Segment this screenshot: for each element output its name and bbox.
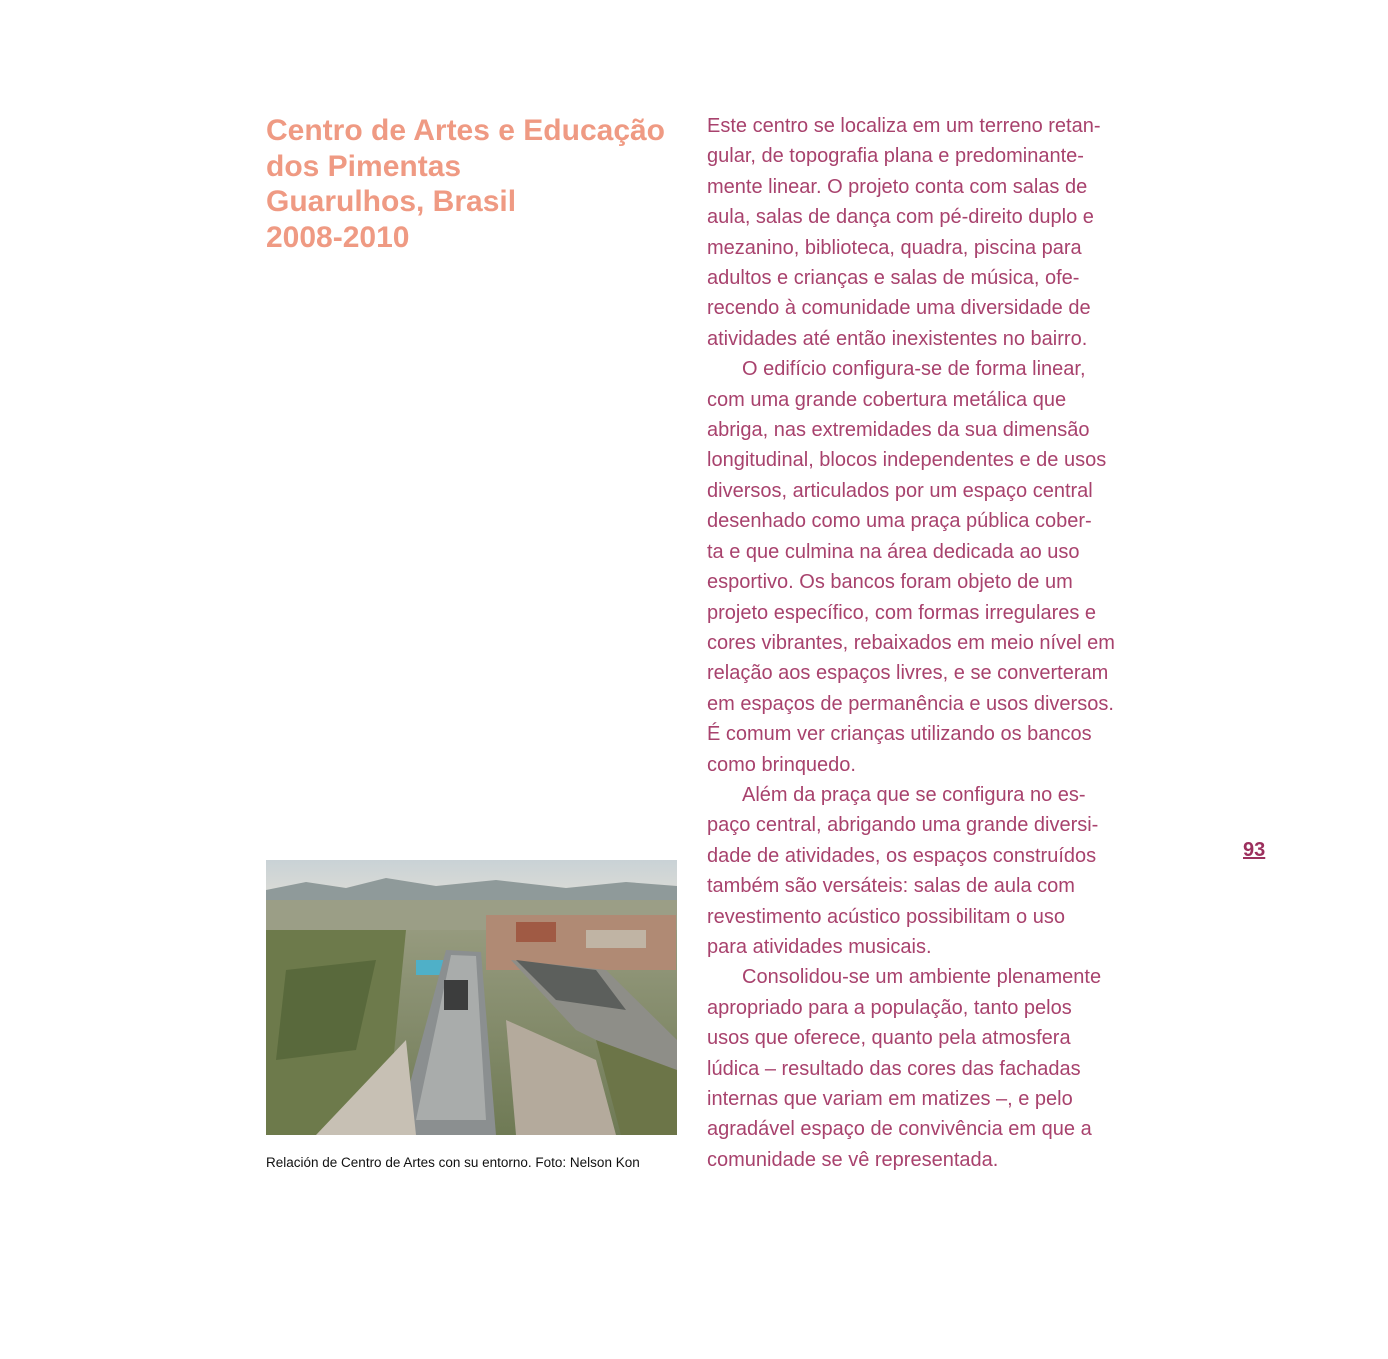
title-line-2: dos Pimentas — [266, 149, 462, 183]
paragraph-2 — [707, 354, 1137, 780]
text-line: O edifício configura-se de forma linear, — [742, 358, 1086, 381]
text-line: relação aos espaços livres, e se converteram — [707, 662, 1109, 685]
text-line: Este centro se localiza em um terreno retan- — [707, 115, 1101, 137]
text-line: internas que variam em matizes –, e pelo — [707, 1088, 1073, 1110]
paragraph-3 — [707, 780, 1137, 962]
text-line: atividades até então inexistentes no bairro. — [707, 327, 1088, 350]
text-line: dade de atividades, os espaços construídos — [707, 844, 1097, 867]
title-line-1: Centro de Artes e Educação — [266, 114, 666, 147]
text-line: agradável espaço de convivência em que a — [707, 1118, 1092, 1141]
text-line: apropriado para a população, tanto pelos — [707, 996, 1072, 1019]
text-line: É comum ver crianças utilizando os bancos — [707, 723, 1092, 746]
title-line-4: 2008-2010 — [266, 220, 410, 254]
text-line: abriga, nas extremidades da sua dimensão — [707, 419, 1090, 442]
text-line: adultos e crianças e salas de música, ofe- — [707, 267, 1080, 290]
text-line: mente linear. O projeto conta com salas de — [707, 175, 1088, 198]
text-line: aula, salas de dança com pé-direito duplo e — [707, 206, 1094, 229]
page-number: 93 — [1243, 839, 1266, 861]
text-line: cores vibrantes, rebaixados em meio nível em — [707, 631, 1115, 654]
text-line: mezanino, biblioteca, quadra, piscina para — [707, 236, 1082, 259]
text-line: para atividades musicais. — [707, 935, 932, 958]
text-line: Além da praça que se configura no es- — [742, 783, 1086, 806]
text-line: Consolidou-se um ambiente plenamente — [742, 966, 1102, 989]
text-line: em espaços de permanência e usos diversos. — [707, 692, 1114, 715]
text-line: longitudinal, blocos independentes e de usos — [707, 449, 1107, 472]
text-line: lúdica – resultado das cores das fachadas — [707, 1057, 1081, 1080]
text-line: recendo à comunidade uma diversidade de — [707, 297, 1091, 320]
text-line: usos que oferece, quanto pela atmosfera — [707, 1027, 1071, 1050]
title-line-3: Guarulhos, Brasil — [266, 185, 517, 218]
text-line: paço central, abrigando uma grande diversi- — [707, 814, 1099, 837]
text-line: esportivo. Os bancos foram objeto de um — [707, 571, 1073, 594]
text-line: também são versáteis: salas de aula com — [707, 875, 1075, 898]
text-line: projeto específico, com formas irregulares e — [707, 601, 1097, 624]
text-line: ta e que culmina na área dedicada ao uso — [707, 540, 1080, 563]
text-line: gular, de topografia plana e predominante- — [707, 145, 1084, 168]
text-line: comunidade se vê representada. — [707, 1148, 999, 1171]
paragraph-1 — [707, 111, 1137, 354]
photo-caption: Relación de Centro de Artes con su entorno. Foto: Nelson Kon — [266, 1155, 640, 1170]
article-title — [266, 113, 686, 255]
text-line: revestimento acústico possibilitam o uso — [707, 905, 1065, 928]
text-line: com uma grande cobertura metálica que — [707, 388, 1067, 411]
text-line: como brinquedo. — [707, 753, 856, 776]
text-line: desenhado como uma praça pública cober- — [707, 510, 1092, 533]
body-text — [707, 111, 1137, 1175]
aerial-photo-illustration — [266, 860, 677, 1135]
aerial-photo — [266, 860, 677, 1135]
paragraph-4 — [707, 962, 1137, 1175]
text-line: diversos, articulados por um espaço central — [707, 479, 1093, 502]
